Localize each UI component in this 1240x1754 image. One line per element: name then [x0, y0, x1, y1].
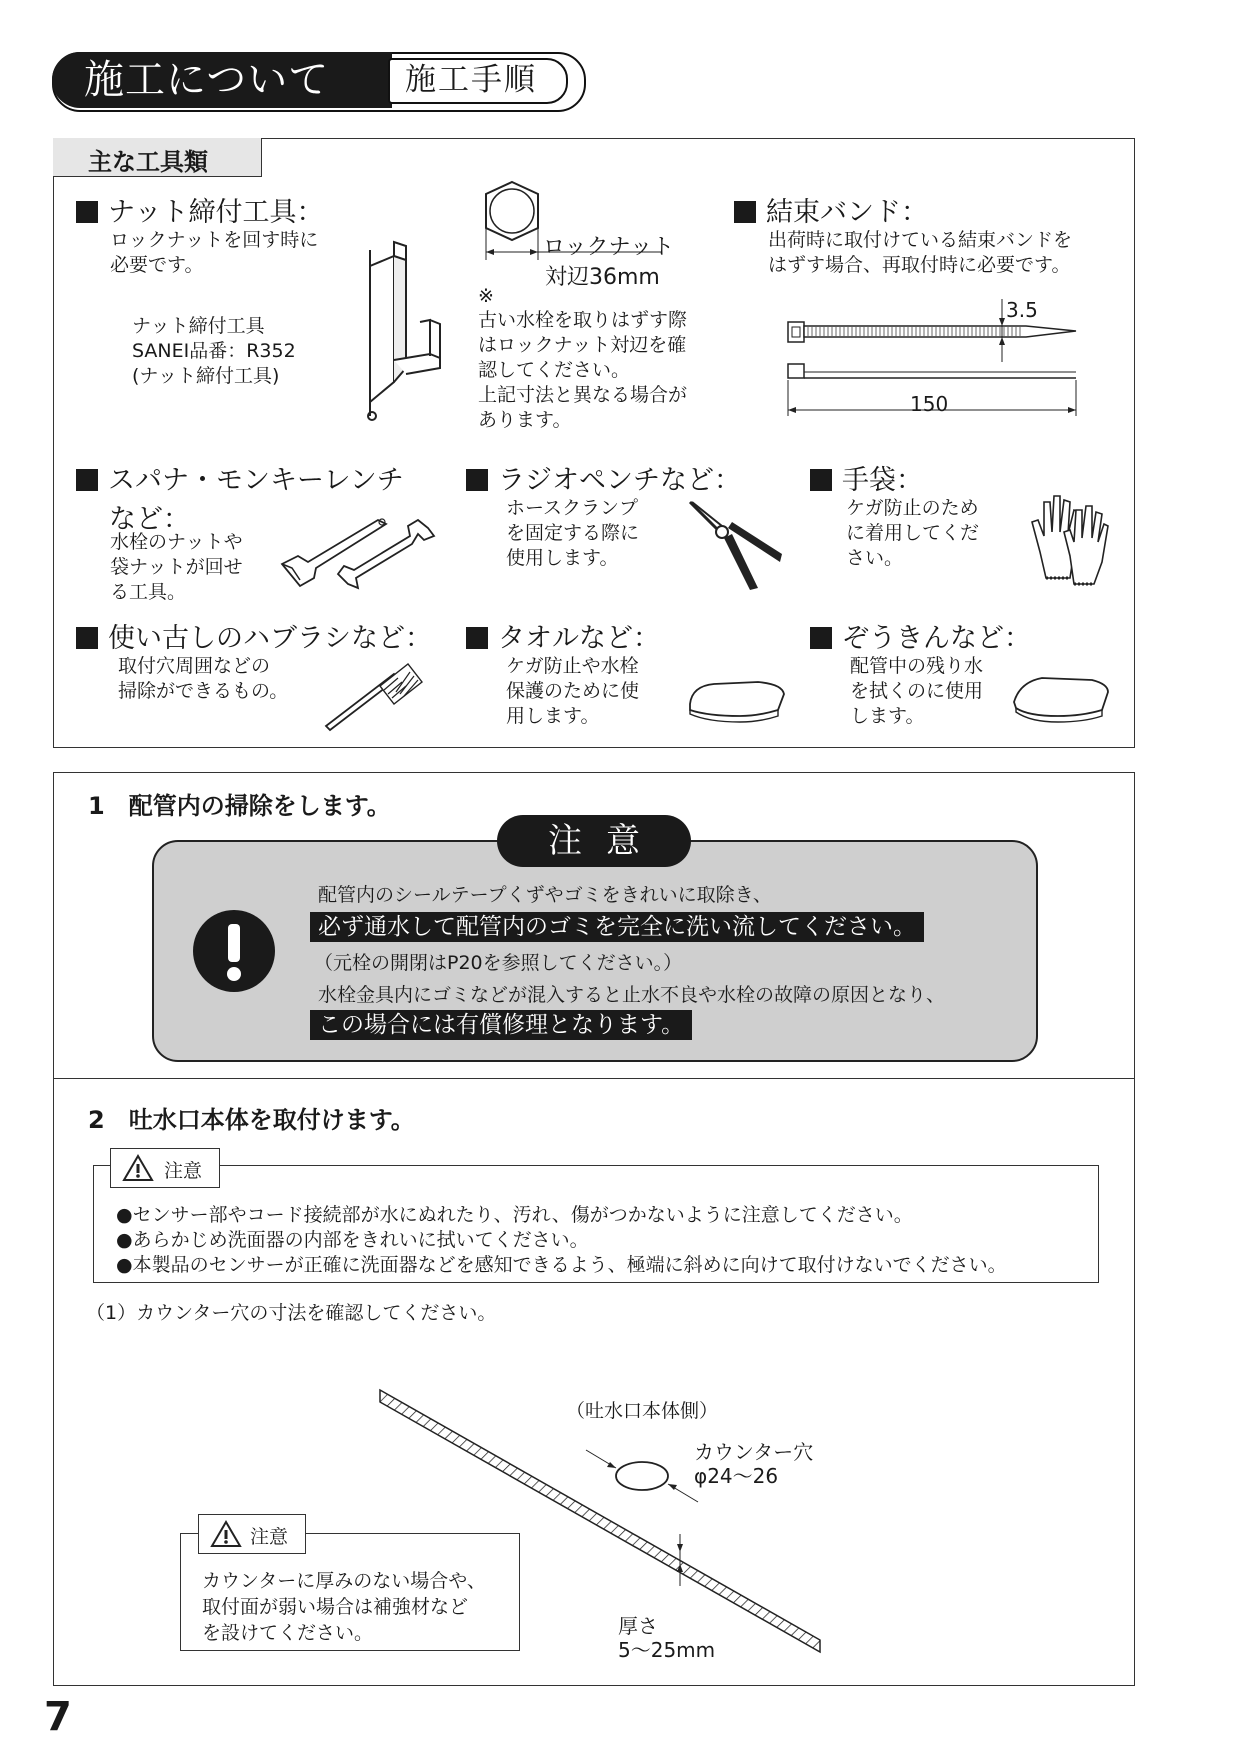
rag-illustration	[1012, 676, 1112, 726]
diagram-side-label: （吐水口本体側）	[566, 1400, 719, 1422]
spanner-title: スパナ・モンキーレンチ など：	[76, 458, 404, 536]
gloves-desc: ケガ防止のため に着用してくだ さい。	[846, 497, 980, 569]
small-notice-label: 注意	[250, 1526, 289, 1548]
diagram-hole-label: カウンター穴	[694, 1440, 814, 1464]
toothbrush-illustration	[324, 664, 424, 734]
pliers-illustration	[688, 500, 788, 596]
spanner-desc: 水栓のナットや 袋ナットが回せ る工具。	[110, 531, 243, 603]
cable-tie-title: 結束バンド：	[734, 190, 928, 229]
lock-nut-label: ロックナット	[543, 235, 675, 260]
towel-desc: ケガ防止や水栓 保護のために使 用します。	[506, 655, 640, 727]
steps-divider	[53, 1078, 1135, 1079]
pliers-desc: ホースクランプ を固定する際に 使用します。	[506, 497, 640, 569]
cable-tie-desc: 出荷時に取付けている結束バンドを はずす場合、再取付時に必要です。	[768, 229, 1073, 276]
step2-title: 2 吐水口本体を取付けます。	[88, 1106, 415, 1134]
cable-tie-width: 3.5	[1006, 298, 1038, 322]
small-notice-line-1: カウンターに厚みのない場合や、	[202, 1570, 486, 1592]
diagram-hole-size: φ24～26	[694, 1464, 779, 1488]
notice-label: 注意	[164, 1160, 203, 1182]
pliers-title: ラジオペンチなど：	[466, 458, 741, 497]
caution-line-2: 必ず通水して配管内のゴミを完全に洗い流してください。	[310, 908, 924, 941]
gloves-illustration	[1030, 492, 1110, 588]
nut-tool-illustration	[360, 250, 460, 430]
spanner-illustration	[278, 510, 448, 590]
gloves-title: 手袋：	[810, 458, 923, 497]
toothbrush-desc: 取付穴周囲などの 掃除ができるもの。	[118, 655, 289, 702]
rag-title: ぞうきんなど：	[810, 616, 1031, 655]
lock-nut-note: 古い水栓を取りはずす際 はロックナット対辺を確 認してください。 上記寸法と異なる場合が あります。	[478, 309, 688, 431]
towel-illustration	[688, 680, 788, 726]
caution-line-5: この場合には有償修理となります。	[310, 1006, 692, 1039]
page-number: 7	[44, 1694, 72, 1740]
nut-tool-model: ナット締付工具 SANEI品番：R352 (ナット締付工具)	[132, 315, 296, 387]
lock-nut-note-mark: ※	[478, 285, 494, 307]
notice-line-1: ●センサー部やコード接続部が水にぬれたり、汚れ、傷がつかないように注意してください。	[116, 1204, 913, 1226]
small-notice-line-3: を設けてください。	[202, 1622, 374, 1644]
page-subtitle: 施工手順	[405, 62, 537, 98]
page-title: 施工について	[84, 57, 330, 103]
warning-triangle-icon	[122, 1154, 154, 1182]
caution-line-4: 水栓金具内にゴミなどが混入すると止水不良や水栓の故障の原因となり、	[318, 984, 946, 1006]
towel-title: タオルなど：	[466, 616, 660, 655]
diagram-thickness-label: 厚さ	[618, 1614, 658, 1638]
notice-line-2: ●あらかじめ洗面器の内部をきれいに拭いてください。	[116, 1229, 589, 1251]
step1-title: 1 配管内の掃除をします。	[88, 792, 391, 820]
lock-nut-size: 対辺36mm	[545, 265, 660, 290]
small-notice-line-2: 取付面が弱い場合は補強材など	[202, 1596, 469, 1618]
caution-line-3: （元栓の開閉はP20を参照してください。）	[314, 952, 683, 974]
toothbrush-title: 使い古しのハブラシなど：	[76, 616, 432, 655]
diagram-thickness-value: 5～25mm	[618, 1638, 716, 1662]
cable-tie-length: 150	[910, 392, 949, 416]
substep-instruction: （1）カウンター穴の寸法を確認してください。	[86, 1302, 497, 1324]
tools-heading: 主な工具類	[88, 148, 208, 176]
nut-tool-desc: ロックナットを回す時に 必要です。	[110, 229, 319, 276]
notice-line-3: ●本製品のセンサーが正確に洗面器などを感知できるよう、極端に斜めに向けて取付けないでください。	[116, 1254, 1007, 1276]
exclamation-icon	[193, 910, 275, 992]
nut-tool-title: ナット締付工具：	[76, 190, 323, 229]
caution-badge-label: 注意	[548, 821, 664, 861]
rag-desc: 配管中の残り水 を拭くのに使用 します。	[850, 655, 984, 727]
warning-triangle-icon	[210, 1520, 242, 1548]
caution-line-1: 配管内のシールテープくずやゴミをきれいに取除き、	[318, 884, 772, 906]
